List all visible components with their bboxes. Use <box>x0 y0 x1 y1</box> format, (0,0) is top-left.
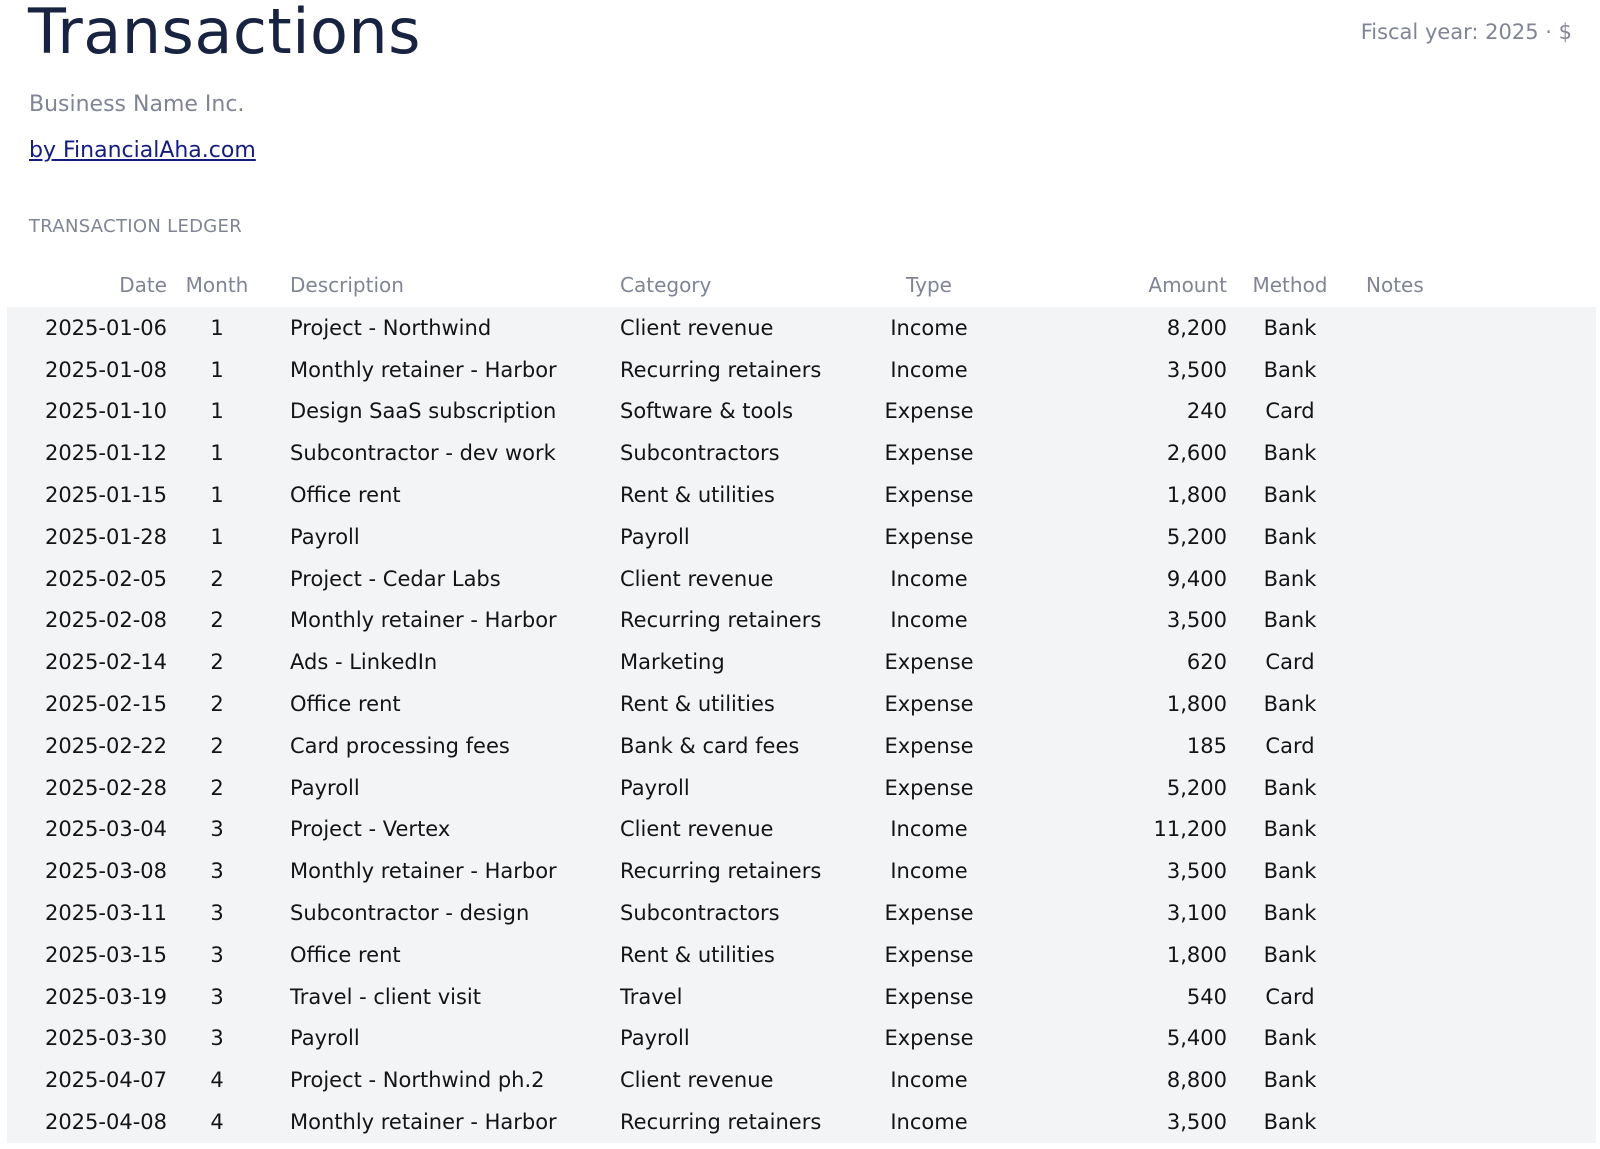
cell-date[interactable]: 2025-01-10 <box>44 399 167 424</box>
cell-notes[interactable] <box>1353 725 1596 767</box>
cell-type[interactable]: Expense <box>884 524 974 549</box>
cell-notes[interactable] <box>1353 641 1596 683</box>
cell-notes[interactable] <box>1353 1101 1596 1143</box>
cell-notes[interactable] <box>1353 976 1596 1018</box>
cell-date[interactable]: 2025-02-22 <box>44 733 167 758</box>
cell-method[interactable]: Bank <box>1263 859 1317 884</box>
table-row[interactable] <box>7 474 1596 516</box>
cell-amount[interactable]: 3,500 <box>1166 608 1227 633</box>
cell-amount[interactable]: 3,500 <box>1166 859 1227 884</box>
table-row[interactable] <box>7 683 1596 725</box>
cell-amount[interactable]: 5,200 <box>1166 524 1227 549</box>
cell-amount[interactable]: 3,500 <box>1166 357 1227 382</box>
table-row[interactable] <box>7 976 1596 1018</box>
cell-category[interactable]: Payroll <box>620 1026 690 1051</box>
cell-notes[interactable] <box>1353 307 1596 349</box>
table-row[interactable] <box>7 307 1596 349</box>
table-row[interactable] <box>7 1018 1596 1060</box>
cell-description[interactable]: Payroll <box>290 1026 360 1051</box>
cell-method[interactable]: Bank <box>1263 1026 1317 1051</box>
cell-amount[interactable]: 11,200 <box>1153 817 1227 842</box>
column-header-description[interactable]: Description <box>267 263 620 307</box>
cell-category[interactable]: Payroll <box>620 775 690 800</box>
cell-description[interactable]: Subcontractor - dev work <box>290 441 556 466</box>
cell-type[interactable]: Expense <box>884 483 974 508</box>
cell-type[interactable]: Expense <box>884 1026 974 1051</box>
cell-method[interactable]: Bank <box>1263 775 1317 800</box>
cell-date[interactable]: 2025-04-07 <box>44 1068 167 1093</box>
cell-notes[interactable] <box>1353 349 1596 391</box>
cell-method[interactable]: Card <box>1265 984 1315 1009</box>
cell-notes[interactable] <box>1353 391 1596 433</box>
cell-month[interactable]: 1 <box>210 441 224 466</box>
cell-month[interactable]: 2 <box>210 566 224 591</box>
cell-method[interactable]: Bank <box>1263 441 1317 466</box>
cell-method[interactable]: Bank <box>1263 357 1317 382</box>
cell-description[interactable]: Project - Vertex <box>290 817 451 842</box>
cell-date[interactable]: 2025-01-28 <box>44 524 167 549</box>
cell-date[interactable]: 2025-02-05 <box>44 566 167 591</box>
cell-month[interactable]: 3 <box>210 984 224 1009</box>
cell-type[interactable]: Income <box>890 608 968 633</box>
cell-type[interactable]: Expense <box>884 692 974 717</box>
cell-category[interactable]: Rent & utilities <box>620 692 775 717</box>
cell-description[interactable]: Card processing fees <box>290 733 510 758</box>
cell-method[interactable]: Bank <box>1263 566 1317 591</box>
cell-amount[interactable]: 1,800 <box>1166 692 1227 717</box>
cell-amount[interactable]: 3,500 <box>1166 1110 1227 1135</box>
column-header-notes[interactable]: Notes <box>1353 263 1596 307</box>
table-row[interactable] <box>7 725 1596 767</box>
cell-description[interactable]: Subcontractor - design <box>290 901 530 926</box>
cell-type[interactable]: Income <box>890 1068 968 1093</box>
page-title: Transactions <box>28 0 421 68</box>
cell-method[interactable]: Bank <box>1263 483 1317 508</box>
credit-link[interactable]: by FinancialAha.com <box>29 138 256 163</box>
cell-description[interactable]: Office rent <box>290 483 401 508</box>
cell-date[interactable]: 2025-03-30 <box>44 1026 167 1051</box>
cell-notes[interactable] <box>1353 516 1596 558</box>
cell-type[interactable]: Expense <box>884 775 974 800</box>
cell-category[interactable]: Subcontractors <box>620 441 780 466</box>
cell-date[interactable]: 2025-02-14 <box>44 650 167 675</box>
cell-amount[interactable]: 2,600 <box>1166 441 1227 466</box>
cell-description[interactable]: Design SaaS subscription <box>290 399 557 424</box>
table-row[interactable] <box>7 1101 1596 1143</box>
column-header-category[interactable]: Category <box>620 263 857 307</box>
cell-month[interactable]: 3 <box>210 817 224 842</box>
cell-notes[interactable] <box>1353 558 1596 600</box>
fiscal-year-label: Fiscal year: 2025 · $ <box>1360 20 1572 44</box>
cell-date[interactable]: 2025-03-19 <box>44 984 167 1009</box>
cell-type[interactable]: Expense <box>884 984 974 1009</box>
cell-type[interactable]: Expense <box>884 733 974 758</box>
cell-month[interactable]: 1 <box>210 315 224 340</box>
cell-method[interactable]: Bank <box>1263 1068 1317 1093</box>
table-row[interactable] <box>7 767 1596 809</box>
cell-amount[interactable]: 5,200 <box>1166 775 1227 800</box>
cell-type[interactable]: Expense <box>884 650 974 675</box>
table-row[interactable] <box>7 558 1596 600</box>
cell-description[interactable]: Monthly retainer - Harbor <box>290 859 557 884</box>
cell-amount[interactable]: 540 <box>1186 984 1227 1009</box>
cell-category[interactable]: Recurring retainers <box>620 1110 822 1135</box>
cell-method[interactable]: Bank <box>1263 901 1317 926</box>
cell-method[interactable]: Bank <box>1263 524 1317 549</box>
cell-month[interactable]: 2 <box>210 692 224 717</box>
column-header-date[interactable]: Date <box>7 263 167 307</box>
cell-month[interactable]: 3 <box>210 1026 224 1051</box>
table-row[interactable] <box>7 934 1596 976</box>
cell-notes[interactable] <box>1353 1018 1596 1060</box>
cell-type[interactable]: Income <box>890 859 968 884</box>
cell-category[interactable]: Client revenue <box>620 817 774 842</box>
cell-type[interactable]: Income <box>890 1110 968 1135</box>
cell-description[interactable]: Office rent <box>290 942 401 967</box>
cell-description[interactable]: Monthly retainer - Harbor <box>290 1110 557 1135</box>
cell-category[interactable]: Recurring retainers <box>620 608 822 633</box>
cell-amount[interactable]: 8,200 <box>1166 315 1227 340</box>
cell-amount[interactable]: 185 <box>1186 733 1227 758</box>
cell-method[interactable]: Bank <box>1263 608 1317 633</box>
cell-method[interactable]: Card <box>1265 733 1315 758</box>
cell-amount[interactable]: 9,400 <box>1166 566 1227 591</box>
cell-month[interactable]: 2 <box>210 650 224 675</box>
cell-date[interactable]: 2025-01-15 <box>44 483 167 508</box>
column-header-type[interactable]: Type <box>857 263 1001 307</box>
table-row[interactable] <box>7 641 1596 683</box>
table-row[interactable] <box>7 1059 1596 1101</box>
cell-amount[interactable]: 1,800 <box>1166 942 1227 967</box>
cell-type[interactable]: Income <box>890 315 968 340</box>
cell-amount[interactable]: 1,800 <box>1166 483 1227 508</box>
table-row[interactable] <box>7 349 1596 391</box>
cell-method[interactable]: Bank <box>1263 1110 1317 1135</box>
cell-notes[interactable] <box>1353 600 1596 642</box>
cell-category[interactable]: Payroll <box>620 524 690 549</box>
cell-description[interactable]: Office rent <box>290 692 401 717</box>
cell-method[interactable]: Card <box>1265 650 1315 675</box>
cell-description[interactable]: Monthly retainer - Harbor <box>290 357 557 382</box>
cell-description[interactable]: Project - Northwind <box>290 315 492 340</box>
cell-amount[interactable]: 3,100 <box>1166 901 1227 926</box>
cell-type[interactable]: Expense <box>884 942 974 967</box>
cell-notes[interactable] <box>1353 850 1596 892</box>
cell-type[interactable]: Income <box>890 817 968 842</box>
cell-month[interactable]: 3 <box>210 859 224 884</box>
cell-notes[interactable] <box>1353 892 1596 934</box>
cell-category[interactable]: Marketing <box>620 650 725 675</box>
cell-description[interactable]: Project - Cedar Labs <box>290 566 501 591</box>
cell-month[interactable]: 1 <box>210 524 224 549</box>
cell-date[interactable]: 2025-01-12 <box>44 441 167 466</box>
table-row[interactable] <box>7 600 1596 642</box>
cell-category[interactable]: Client revenue <box>620 566 774 591</box>
cell-date[interactable]: 2025-01-06 <box>44 315 167 340</box>
cell-category[interactable]: Client revenue <box>620 1068 774 1093</box>
cell-category[interactable]: Rent & utilities <box>620 942 775 967</box>
cell-month[interactable]: 1 <box>210 483 224 508</box>
cell-category[interactable]: Client revenue <box>620 315 774 340</box>
cell-notes[interactable] <box>1353 474 1596 516</box>
cell-description[interactable]: Monthly retainer - Harbor <box>290 608 557 633</box>
cell-notes[interactable] <box>1353 432 1596 474</box>
cell-category[interactable]: Bank & card fees <box>620 733 800 758</box>
cell-date[interactable]: 2025-02-28 <box>44 775 167 800</box>
cell-notes[interactable] <box>1353 934 1596 976</box>
cell-method[interactable]: Bank <box>1263 315 1317 340</box>
cell-month[interactable]: 2 <box>210 733 224 758</box>
table-row[interactable] <box>7 516 1596 558</box>
cell-date[interactable]: 2025-02-08 <box>44 608 167 633</box>
transaction-ledger-table <box>7 263 1596 1143</box>
cell-date[interactable]: 2025-03-15 <box>44 942 167 967</box>
cell-amount[interactable]: 620 <box>1186 650 1227 675</box>
table-row[interactable] <box>7 391 1596 433</box>
section-label: TRANSACTION LEDGER <box>29 216 243 237</box>
cell-type[interactable]: Expense <box>884 441 974 466</box>
cell-type[interactable]: Expense <box>884 901 974 926</box>
cell-method[interactable]: Card <box>1265 399 1315 424</box>
cell-month[interactable]: 4 <box>210 1110 224 1135</box>
table-row[interactable] <box>7 432 1596 474</box>
cell-category[interactable]: Rent & utilities <box>620 483 775 508</box>
cell-type[interactable]: Income <box>890 357 968 382</box>
column-header-amount[interactable]: Amount <box>1001 263 1227 307</box>
ledger-body <box>7 307 1596 1143</box>
cell-date[interactable]: 2025-03-11 <box>44 901 167 926</box>
table-row[interactable] <box>7 892 1596 934</box>
cell-month[interactable]: 2 <box>210 775 224 800</box>
cell-description[interactable]: Project - Northwind ph.2 <box>290 1068 545 1093</box>
cell-description[interactable]: Payroll <box>290 524 360 549</box>
column-header-method[interactable]: Method <box>1227 263 1353 307</box>
table-row[interactable] <box>7 809 1596 851</box>
cell-category[interactable]: Recurring retainers <box>620 859 822 884</box>
cell-amount[interactable]: 240 <box>1186 399 1227 424</box>
cell-type[interactable]: Income <box>890 566 968 591</box>
cell-month[interactable]: 4 <box>210 1068 224 1093</box>
cell-notes[interactable] <box>1353 1059 1596 1101</box>
cell-category[interactable]: Recurring retainers <box>620 357 822 382</box>
cell-month[interactable]: 1 <box>210 399 224 424</box>
cell-description[interactable]: Travel - client visit <box>290 984 481 1009</box>
cell-category[interactable]: Software & tools <box>620 399 794 424</box>
table-row[interactable] <box>7 850 1596 892</box>
cell-category[interactable]: Travel <box>620 984 683 1009</box>
cell-month[interactable]: 3 <box>210 942 224 967</box>
cell-method[interactable]: Bank <box>1263 692 1317 717</box>
cell-description[interactable]: Payroll <box>290 775 360 800</box>
cell-month[interactable]: 1 <box>210 357 224 382</box>
company-name: Business Name Inc. <box>29 92 245 117</box>
cell-notes[interactable] <box>1353 767 1596 809</box>
cell-description[interactable]: Ads - LinkedIn <box>290 650 438 675</box>
cell-date[interactable]: 2025-04-08 <box>44 1110 167 1135</box>
cell-method[interactable]: Bank <box>1263 942 1317 967</box>
cell-amount[interactable]: 8,800 <box>1166 1068 1227 1093</box>
cell-date[interactable]: 2025-03-08 <box>44 859 167 884</box>
cell-notes[interactable] <box>1353 809 1596 851</box>
cell-date[interactable]: 2025-03-04 <box>44 817 167 842</box>
cell-amount[interactable]: 5,400 <box>1166 1026 1227 1051</box>
column-header-month[interactable]: Month <box>167 263 267 307</box>
cell-month[interactable]: 2 <box>210 608 224 633</box>
cell-type[interactable]: Expense <box>884 399 974 424</box>
cell-date[interactable]: 2025-01-08 <box>44 357 167 382</box>
cell-method[interactable]: Bank <box>1263 817 1317 842</box>
table-header-row <box>7 263 1596 307</box>
cell-notes[interactable] <box>1353 683 1596 725</box>
cell-month[interactable]: 3 <box>210 901 224 926</box>
cell-date[interactable]: 2025-02-15 <box>44 692 167 717</box>
cell-category[interactable]: Subcontractors <box>620 901 780 926</box>
